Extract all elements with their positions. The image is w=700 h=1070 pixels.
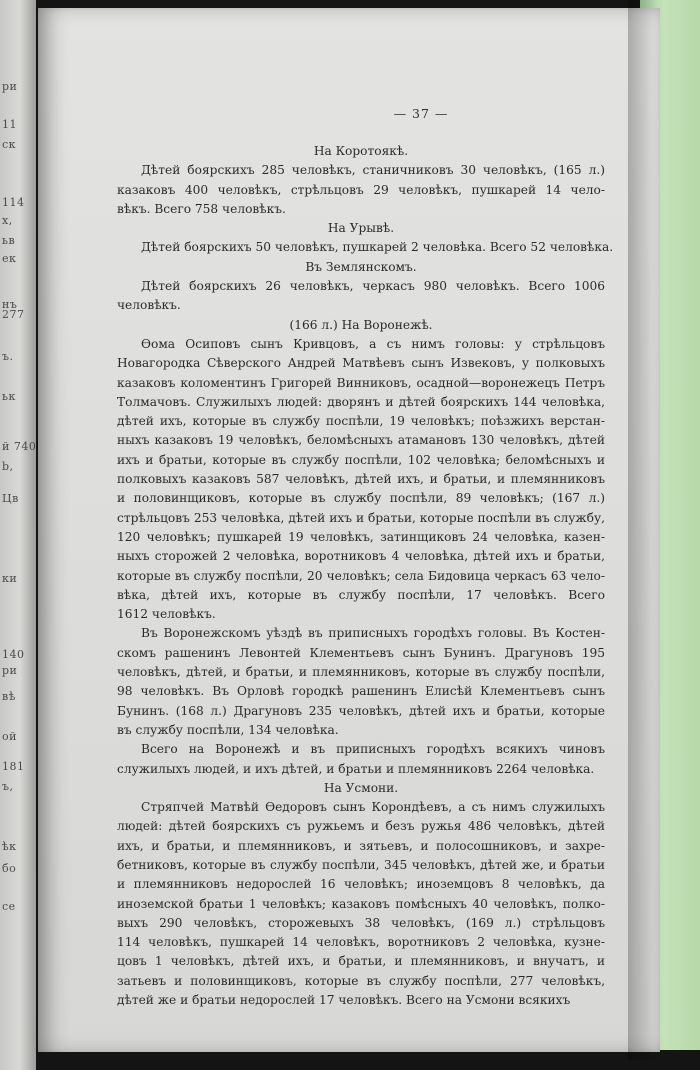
section-heading: На Усмони. xyxy=(323,780,399,795)
facing-page-fragment: ьв xyxy=(2,234,16,247)
section-heading: На Коротоякѣ. xyxy=(313,144,409,158)
facing-page-fragment: ри xyxy=(2,664,18,677)
facing-page-fragment: х, xyxy=(2,214,13,227)
facing-page-fragment: ки xyxy=(2,572,18,585)
facing-page-fragment: 11 xyxy=(2,118,17,131)
text-line: и племянниковъ недорослей 16 человѣкъ; иноземцовъ 8 человѣкъ, да xyxy=(117,877,605,892)
text-line: вѣка, дѣтей ихъ, которые въ службу поспѣли, 17 человѣкъ. Всего xyxy=(117,587,605,602)
facing-page-fragment: 277 xyxy=(2,308,25,321)
paragraph xyxy=(117,277,605,316)
facing-page-fragment: ри xyxy=(2,80,18,93)
facing-page-fragment: ѣк xyxy=(2,840,17,853)
text-line: служилыхъ людей, и ихъ дѣтей, и братьи и племянниковъ 2264 человѣка. xyxy=(117,761,595,776)
text-line: стрѣльцовъ 253 человѣка, дѣтей ихъ и братьи, которые поспѣли въ службу, xyxy=(117,510,605,525)
text-line: скомъ рашенинъ Левонтей Клементьевъ сынъ Бунинъ. Драгуновъ 195 xyxy=(117,645,605,660)
text-line: Въ Воронежскомъ уѣздѣ въ приписныхъ городѣхъ головы. Въ Костен- xyxy=(141,626,605,641)
paragraph xyxy=(117,161,605,219)
text-line: полковыхъ казаковъ 587 человѣкъ, дѣтей ихъ, и братьи, и племянниковъ xyxy=(117,472,605,487)
text-line: бетниковъ, которые въ службу поспѣли, 345 человѣкъ, дѣтей же, и братьи xyxy=(117,857,605,872)
facing-page-fragment: 140 xyxy=(2,648,25,661)
facing-page-fragment: Цв xyxy=(2,492,19,505)
facing-page-fragment: й 740 xyxy=(2,440,36,453)
facing-page-fragment: се xyxy=(2,900,16,913)
facing-page-fragment: вѣ xyxy=(2,690,16,703)
facing-page-fragment: 181 xyxy=(2,760,25,773)
facing-page-fragment: ек xyxy=(2,252,17,265)
paragraph xyxy=(117,740,605,779)
text-line: казаковъ 400 человѣкъ, стрѣльцовъ 29 человѣкъ, пушкарей 14 чело- xyxy=(117,182,605,197)
text-line: вѣкъ. Всего 758 человѣкъ. xyxy=(117,201,286,216)
text-line: 98 человѣкъ. Въ Орловѣ городкѣ рашенинъ Елисѣй Клементьевъ сынъ xyxy=(117,684,605,699)
facing-page-fragment: ьк xyxy=(2,390,16,403)
text-line: Толмачовъ. Служилыхъ людей: дворянъ и дѣтей боярскихъ 144 человѣка, xyxy=(117,394,605,409)
facing-page-fragment: нъ xyxy=(2,298,18,311)
text-line: въ службу поспѣли, 134 человѣка. xyxy=(117,722,339,737)
text-line: Дѣтей боярскихъ 285 человѣкъ, станичниковъ 30 человѣкъ, (165 л.) xyxy=(141,163,605,178)
facing-page-fragment: ой xyxy=(2,730,17,743)
text-line: и половинщиковъ, которые въ службу поспѣли, 89 человѣкъ; (167 л.) xyxy=(117,491,605,506)
facing-page-edge xyxy=(0,0,36,1070)
text-line: ныхъ казаковъ 19 человѣкъ, беломѣсныхъ атамановъ 130 человѣкъ, дѣтей xyxy=(117,433,605,448)
facing-page-fragment: ъ, xyxy=(2,780,14,793)
section-heading: (166 л.) На Воронежѣ. xyxy=(289,317,433,332)
text-line: Дѣтей боярскихъ 50 человѣкъ, пушкарей 2 человѣка. Всего 52 человѣка. xyxy=(141,240,614,255)
text-line: 120 человѣкъ; пушкарей 19 человѣкъ, затинщиковъ 24 человѣка, казен- xyxy=(117,529,605,544)
text-line: людей: дѣтей боярскихъ съ ружьемъ и безъ ружья 486 человѣкъ, дѣтей xyxy=(117,819,605,834)
text-line: которые въ службу поспѣли, 20 человѣкъ; села Бидовица черкасъ 63 чело- xyxy=(117,568,605,583)
text-line: человѣкъ. xyxy=(117,298,181,313)
paragraph xyxy=(117,335,605,624)
page-number: — 37 — xyxy=(393,106,449,121)
text-line: Новагородка Сѣверского Андрей Матвѣевъ сынъ Извековъ, у полковыхъ xyxy=(117,356,605,371)
text-line: Всего на Воронежѣ и въ приписныхъ городѣхъ всякихъ чиновъ xyxy=(141,742,605,757)
text-line: иноземской братьи 1 человѣкъ; казаковъ помѣсныхъ 40 человѣкъ, полко- xyxy=(117,896,605,911)
text-line: ихъ, и братьи, и племянниковъ, и зятьевъ, и полосошниковъ, и захре- xyxy=(117,838,605,853)
facing-page-fragment: 114 xyxy=(2,196,25,209)
section-heading: Въ Землянскомъ. xyxy=(305,259,417,274)
text-line: человѣкъ, дѣтей, и братьи, и племянниковъ, которые въ службу поспѣли, xyxy=(117,665,605,680)
text-line: 114 человѣкъ, пушкарей 14 человѣкъ, воротниковъ 2 человѣка, кузне- xyxy=(117,935,605,950)
facing-page-fragment: бо xyxy=(2,862,17,875)
paragraph xyxy=(117,238,614,257)
facing-page-fragment: ъ. xyxy=(2,350,14,363)
text-line: ихъ и братьи, которые въ службу поспѣли, 102 человѣка; беломѣсныхъ и xyxy=(117,452,605,467)
text-line: затьевъ и половинщиковъ, которые въ службу поспѣли, 277 человѣкъ, xyxy=(117,973,605,988)
facing-page-fragment: b, xyxy=(2,460,14,473)
text-line: дѣтей ихъ, которые въ службу поспѣли, 19 человѣкъ; поѣзжихъ верстан- xyxy=(117,414,605,429)
facing-page-fragment: ск xyxy=(2,138,17,151)
text-line: Ѳома Осиповъ сынъ Кривцовъ, а съ нимъ головы: у стрѣльцовъ xyxy=(141,336,605,351)
text-line: Стряпчей Матвѣй Ѳедоровъ сынъ Корондѣевъ, а съ нимъ служилыхъ xyxy=(141,800,605,815)
text-line: 1612 человѣкъ. xyxy=(117,607,216,622)
book-page xyxy=(38,8,660,1052)
text-line: ныхъ сторожей 2 человѣка, воротниковъ 4 человѣка, дѣтей ихъ и братьи, xyxy=(117,549,605,564)
text-line: Дѣтей боярскихъ 26 человѣкъ, черкасъ 980 человѣкъ. Всего 1006 xyxy=(141,279,605,294)
paragraph xyxy=(117,624,605,740)
text-line: казаковъ коломентинъ Григорей Винниковъ, осадной—воронежецъ Петръ xyxy=(117,375,605,390)
section-heading: На Урывѣ. xyxy=(327,221,395,236)
page-shadow xyxy=(628,0,658,1060)
paragraph xyxy=(117,798,605,1010)
text-line: Бунинъ. (168 л.) Драгуновъ 235 человѣкъ, дѣтей ихъ и братьи, которые xyxy=(117,703,605,718)
text-line: цовъ 1 человѣкъ, дѣтей ихъ, и братьи, и племянниковъ, и внучатъ, и xyxy=(117,954,605,969)
text-line: дѣтей же и братьи недорослей 17 человѣкъ. Всего на Усмони всякихъ xyxy=(117,993,571,1008)
text-line: выхъ 290 человѣкъ, сторожевыхъ 38 человѣкъ, (169 л.) стрѣльцовъ xyxy=(117,915,605,930)
